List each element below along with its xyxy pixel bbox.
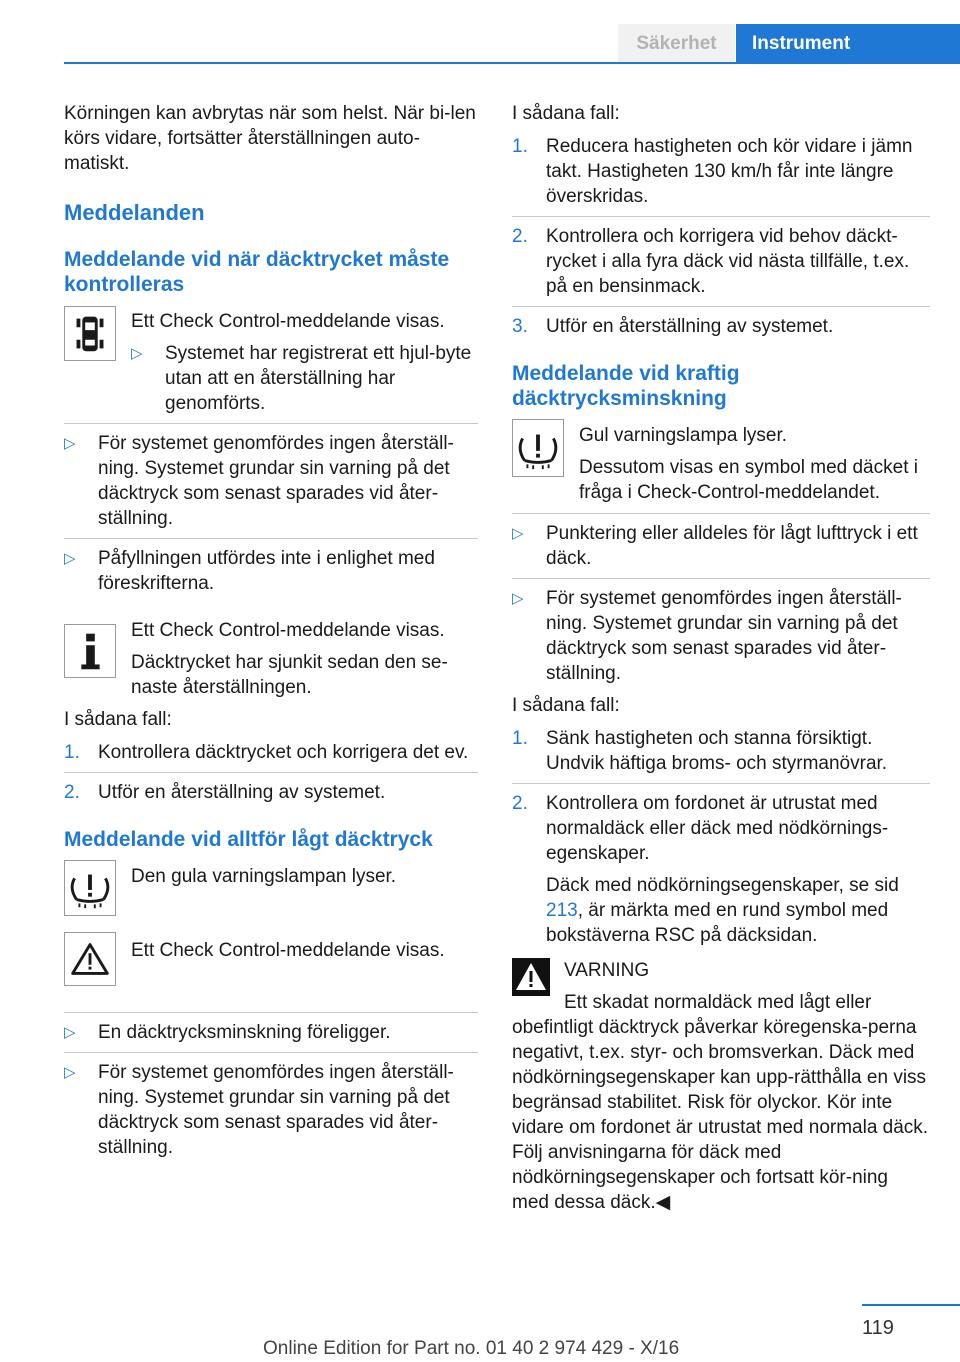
in-such-case-left: I sådana fall: — [64, 709, 172, 730]
heading-check-pressure: Meddelande vid när däcktrycket måste kontrolleras — [64, 248, 450, 296]
warning-body: obefintligt däcktryck påverkar köregenska-perna negativt, t.ex. styr- och bromsverkan. Däck med nödkörningsegenskaper kan upp-rätthålla en viss begränsad stabilitet. Risk för olyckor. Kör inte vidare om fordonet är utrustat med normala däck. Följ anvisningarna för däck med nödkörningsegenskaper och fortsatt kör-ning med dessa däck.◀ — [512, 1017, 929, 1213]
list-item: ▷ För systemet genomfördes ingen återställ-ning. Systemet grundar sin varning på det däcktryck som senast sparades vid åter-ställning. — [64, 433, 454, 529]
divider — [64, 538, 478, 539]
tab-chapter[interactable]: Instrument — [736, 24, 960, 62]
icon-row-warning — [64, 938, 478, 1012]
heading-low-pressure: Meddelande vid alltför lågt däcktryck — [64, 828, 433, 851]
list-item: ▷ För systemet genomfördes ingen återställ-ning. Systemet grundar sin varning på det däcktryck som senast sparades vid åter-ställning. — [512, 588, 902, 684]
list-item: ▷ Påfyllningen utfördes inte i enlighet med föreskrifterna. — [64, 548, 435, 594]
in-such-case-right: I sådana fall: — [512, 103, 620, 124]
step-item: 2. Utför en återställning av systemet. — [64, 782, 386, 803]
bullet-triangle-icon: ▷ — [131, 345, 143, 362]
icon-row-tpms-strong — [512, 423, 930, 513]
tab-section[interactable]: Säkerhet — [618, 24, 735, 62]
icon2-text1: Ett Check Control-meddelande visas. — [131, 620, 445, 641]
bullet-triangle-icon: ▷ — [512, 525, 524, 542]
heading-strong-pressure-loss: Meddelande vid kraftig däcktrycksminskning — [512, 362, 740, 410]
divider — [512, 306, 930, 307]
edition-text: Online Edition for Part no. 01 40 2 974 429 - X/16 — [263, 1338, 680, 1359]
bullet-triangle-icon: ▷ — [64, 1064, 76, 1081]
in-such-case-right-2: I sådana fall: — [512, 695, 620, 716]
divider — [512, 513, 930, 514]
car-top-view-icon — [64, 306, 116, 361]
icon1-text: Ett Check Control-meddelande visas. — [131, 311, 445, 332]
step-item: 1. Sänk hastigheten och stanna försiktigt. Undvik häftiga broms- och styrmanövrar. — [512, 728, 888, 774]
step-item: 1. Reducera hastigheten och kör vidare i jämn takt. Hastigheten 130 km/h får inte längre överskridas. — [512, 136, 913, 207]
step-item: 2. Kontrollera om fordonet är utrustat med normaldäck eller däck med nödkörnings-egenskaper. — [512, 793, 889, 864]
warning-triangle-icon — [64, 932, 116, 986]
page-link-213[interactable]: 213 — [546, 900, 578, 921]
divider — [64, 1052, 478, 1053]
warning-title: VARNING — [564, 960, 650, 981]
list-item: ▷ Systemet har registrerat ett hjul-byte utan att en återställning har genomförts. — [131, 343, 472, 414]
bullet-triangle-icon: ▷ — [64, 1024, 76, 1041]
info-icon — [64, 624, 116, 678]
divider — [64, 1012, 478, 1013]
icon5-text2: Dessutom visas en symbol med däcket i fråga i Check-Control-meddelandet. — [579, 457, 918, 503]
warning-triangle-icon — [512, 958, 550, 996]
divider — [64, 423, 478, 424]
tire-pressure-warning-icon — [512, 419, 564, 477]
divider — [512, 578, 930, 579]
icon-row-tpms-lamp — [64, 864, 478, 938]
warning-first-line: Ett skadat normaldäck med lågt eller — [564, 992, 872, 1013]
icon5-text1: Gul varningslampa lyser. — [579, 425, 788, 446]
header-rule — [64, 62, 960, 64]
icon3-text: Den gula varningslampan lyser. — [131, 866, 397, 887]
right-column — [512, 101, 930, 1215]
icon-row-car — [64, 309, 478, 416]
list-item: ▷ För systemet genomfördes ingen återställ-ning. Systemet grundar sin varning på det däcktryck som senast sparades vid åter-ställning. — [64, 1062, 454, 1158]
divider — [64, 772, 478, 773]
heading-messages: Meddelanden — [64, 200, 205, 225]
step-item: 3. Utför en återställning av systemet. — [512, 316, 834, 337]
tire-pressure-warning-icon — [64, 860, 116, 916]
bullet-triangle-icon: ▷ — [64, 435, 76, 452]
divider — [512, 783, 930, 784]
icon4-text: Ett Check Control-meddelande visas. — [131, 940, 445, 961]
icon2-text2: Däcktrycket har sjunkit sedan den se-naste återställningen. — [131, 652, 448, 698]
bullet-triangle-icon: ▷ — [64, 550, 76, 567]
left-column — [64, 101, 478, 1167]
footer-rule — [862, 1304, 960, 1306]
step-item: 1. Kontrollera däcktrycket och korrigera det ev. — [64, 742, 469, 763]
list-item: ▷ Punktering eller alldeles för lågt lufttryck i ett däck. — [512, 523, 918, 569]
bullet-triangle-icon: ▷ — [512, 590, 524, 607]
intro-paragraph: Körningen kan avbrytas när som helst. När bi-len körs vidare, fortsätter återställningen auto-matiskt. — [64, 103, 476, 174]
page-number: 119 — [862, 1317, 894, 1339]
icon-row-info — [64, 618, 478, 700]
divider — [512, 216, 930, 217]
list-item: ▷ En däcktrycksminskning föreligger. — [64, 1022, 391, 1043]
warning-block — [512, 958, 930, 1215]
step-item: 2. Kontrollera och korrigera vid behov däckt-rycket i alla fyra däck vid nästa tillfälle, t.ex. på en bensinmack. — [512, 226, 910, 297]
rsc-note: Däck med nödkörningsegenskaper, se sid 213, är märkta med en rund symbol med bokstäverna RSC på däcksidan. — [546, 875, 899, 946]
